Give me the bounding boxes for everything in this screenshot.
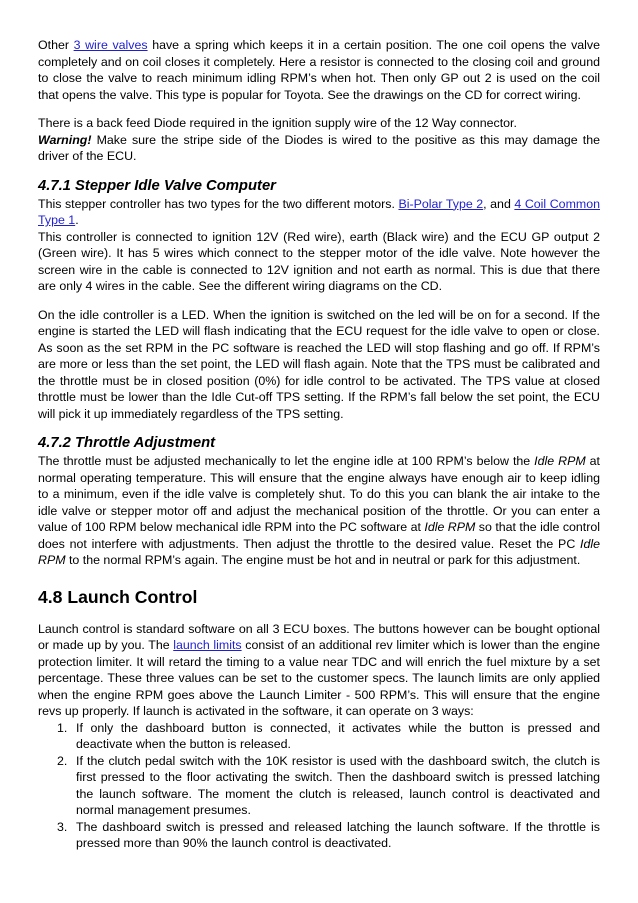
document-page <box>38 37 600 852</box>
paragraph-launch-control <box>38 621 600 720</box>
paragraph-diode <box>38 115 600 165</box>
italic-idle-rpm: Idle RPM <box>534 454 586 468</box>
heading-4-7-2: 4.7.2 Throttle Adjustment <box>38 435 216 451</box>
italic-idle-rpm: Idle RPM <box>424 520 476 534</box>
paragraph-text: The throttle must be adjusted mechanically to let the engine idle at 100 RPM’s below the <box>38 454 535 468</box>
warning-text: Make sure the stripe side of the Diodes is wired to the positive as this may damage the driver of the ECU. <box>38 132 600 163</box>
paragraph-text: at normal operating temperature. This will ensure that the engine always have enough air to keep idling to a minimum, even if the idle valve is completely shut. To do this you can blank the air intake to the idle valve or stepper motor off and adjust the mechanical position of the throttle. Or you can enter a value of 100 RPM below mechanical idle RPM into the PC software at <box>38 454 600 534</box>
paragraph-text: Other <box>38 38 74 52</box>
paragraph-3-wire-valves <box>38 37 600 103</box>
paragraph-text: consist of an additional rev limiter which is lower than the engine protection limiter. It will retard the timing to a value near TDC and will enrich the fuel mixture by a set percentage. These three values can be set to the customer specs. The launch limits are only applied when the engine RPM goes above the Launch Limiter - 500 RPM’s. This will ensure that the engine revs up properly. If launch is activated in the software, it can operate on 3 ways: <box>38 638 600 718</box>
paragraph-throttle-adjustment <box>38 453 600 569</box>
list-item <box>38 753 600 819</box>
link-4-coil-common-type-1[interactable]: 4 Coil Common Type 1 <box>38 196 600 227</box>
italic-idle-rpm: Idle RPM <box>38 536 600 567</box>
paragraph-text: There is a back feed Diode required in the ignition supply wire of the 12 Way connector. <box>38 116 517 130</box>
paragraph-text: . <box>75 213 79 227</box>
warning-label: Warning! <box>38 132 92 147</box>
list-item-text: The dashboard switch is pressed and released latching the launch software. If the throttle is pressed more than 90% the launch control is deactivated. <box>76 819 600 850</box>
list-number: 1. <box>57 720 68 735</box>
paragraph-text: Launch control is standard software on all 3 ECU boxes. The buttons however can be bought optional or made up by you. The <box>38 621 600 652</box>
list-item <box>38 720 600 753</box>
list-item-text: If the clutch pedal switch with the 10K resistor is used with the dashboard switch, the clutch is first pressed to the floor activating the switch. Then the dashboard switch is pressed latching the launch software. The moment the clutch is released, launch control is deactivated and normal management presumes. <box>76 753 600 817</box>
paragraph-text: have a spring which keeps it in a certain position. The one coil opens the valve completely and on coil closes it completely. Here a resistor is connected to the closing coil and ground to close the valve to reach minimum idling RPM’s when hot. Then only GP out 2 is used on the coil that opens the valve. This type is popular for Toyota. See the drawings on the CD for correct wiring. <box>38 38 601 102</box>
list-item-text: If only the dashboard button is connected, it activates while the button is pressed and deactivate when the button is released. <box>76 720 600 751</box>
link-launch-limits[interactable]: launch limits <box>173 638 242 652</box>
list-number: 3. <box>57 819 68 834</box>
launch-modes-list <box>38 720 600 852</box>
heading-4-7-1: 4.7.1 Stepper Idle Valve Computer <box>38 177 276 194</box>
list-number: 2. <box>57 753 68 768</box>
paragraph-text: This stepper controller has two types for the two different motors. <box>38 196 399 211</box>
paragraph-text: , and <box>483 196 515 211</box>
link-3-wire-valves[interactable]: 3 wire valves <box>73 38 148 52</box>
list-item <box>38 819 600 852</box>
paragraph-text: so that the idle control does not interfere with adjustments. Then adjust the throttle to the desired value. Reset the PC <box>38 520 601 551</box>
paragraph-stepper-wiring: This controller is connected to ignition 12V (Red wire), earth (Black wire) and the ECU GP output 2 (Green wire). It has 5 wires which connect to the stepper motor of the idle valve. Note however the screen wire in the cable is connected to 12V ignition and not earth as normal. This is due that there are only 4 wires in the cable. See the different wiring diagrams on the CD. <box>38 229 600 293</box>
paragraph-idle-led: On the idle controller is a LED. When the ignition is switched on the led will be on for a second. If the engine is started the LED will flash indicating that the ECU request for the idle valve to open or close. As soon as the set RPM in the PC software is reached the LED will stop flashing and go off. If RPM’s are more or less than the set point, the LED will flash again. Note that the TPS must be calibrated and the throttle must be in closed position (0%) for idle control to be activated. The TPS value at closed throttle must be lower than the Idle Cut-off TPS setting. If the RPM’s fall below the set point, the ECU will pick it up immediately regardless of the TPS setting. <box>38 307 600 421</box>
paragraph-stepper-intro <box>38 196 600 229</box>
link-bi-polar-type-2[interactable]: Bi-Polar Type 2 <box>398 196 484 211</box>
paragraph-text: to the normal RPM’s again. The engine must be hot and in neutral or park for this adjustment. <box>65 553 581 567</box>
heading-4-8: 4.8 Launch Control <box>38 586 198 607</box>
